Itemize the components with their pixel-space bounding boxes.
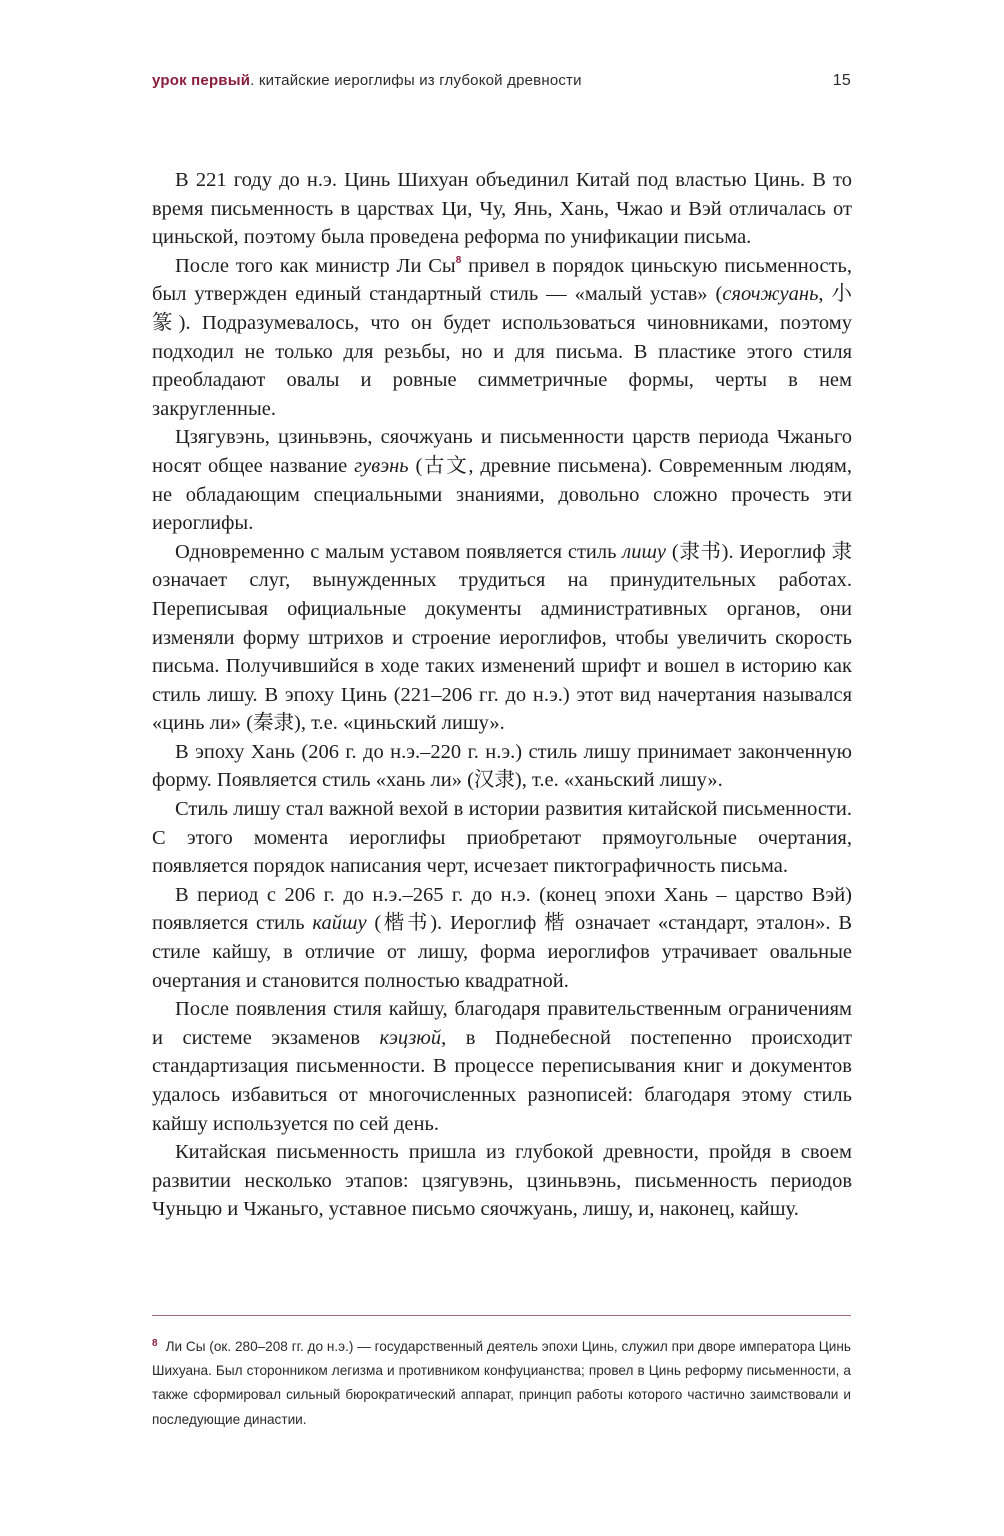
text-run: , 小篆). Подразумевалось, что он будет использоваться чиновниками, поэтому подходил не только для резьбы, но и для письма. В пластике этого стиля преобладают овалы и ровные симметричные формы, черты в нем закругленные. [152,283,853,420]
footnote-text: Ли Сы (ок. 280–208 гг. до н.э.) — государственный деятель эпохи Цинь, служил при дворе императора Цинь Шихуана. Был сторонником легизма и противником конфуцианства; провел в Цинь реформу письменности, а также сформировал сильный бюрократический аппарат, принцип работы которого частично заимствовали и последующие династии. [152,1339,851,1427]
paragraph [152,738,852,795]
running-head [152,72,851,98]
italic-term: кайшу [312,912,367,935]
paragraph [152,995,852,1138]
italic-term: сяочжуань [722,283,819,306]
text-run: (楷书). Иероглиф 楷 означает «стандарт, эталон». В стиле кайшу, в отличие от лишу, форма иероглифов утрачивает овальные очертания и становится полностью квадратной. [152,912,852,992]
paragraph [152,881,852,995]
text-run: В 221 году до н.э. Цинь Шихуан объединил Китай под властью Цинь. В то время письменность в царствах Ци, Чу, Янь, Хань, Чжао и Вэй отличалась от циньской, поэтому была проведена реформа по унификации письма. [152,169,852,249]
chapter-title: . китайские иероглифы из глубокой древности [250,72,582,89]
text-run: (古文, древние письмена). Современным людям, не обладающим специальными знаниями, довольно сложно прочесть эти иероглифы. [152,454,852,535]
paragraph [152,1138,852,1224]
text-run: После появления стиля кайшу, благодаря правительственным ограничениям и системе экзаменов [152,998,852,1049]
paragraph [152,423,852,537]
lesson-label: урок первый [152,72,251,89]
text-run: привел в порядок циньскую письменность, был утвержден единый стандартный стиль — «малый устав» ( [152,254,852,306]
text-run: В период с 206 г. до н.э.–265 г. до н.э. (конец эпохи Хань – царство Вэй) появляется стиль [152,883,852,935]
italic-term: гувэнь [354,454,409,477]
paragraph [152,252,852,424]
footnote-divider [152,1315,851,1316]
italic-term: кэцзюй [379,1026,442,1049]
paragraph [152,166,852,252]
page-number: 15 [832,72,851,89]
text-run: После того как министр Ли Сы [175,254,456,277]
text-run: Китайская письменность пришла из глубокой древности, пройдя в своем развитии несколько этапов: цзягувэнь, цзиньвэнь, письменность периодов Чуньцю и Чжаньго, уставное письмо сяочжуань, лишу, и, наконец, кайшу. [152,1141,852,1221]
main-text [152,166,852,1224]
footnote [152,1332,851,1432]
paragraph [152,795,852,881]
footnote-number: 8 [152,1338,158,1349]
text-run: Цзягувэнь, цзиньвэнь, сяочжуань и письменности царств периода Чжаньго носят общее название [152,426,852,477]
text-run: Одновременно с малым уставом появляется стиль [175,540,623,563]
paragraph [152,538,852,738]
footnote-reference: 8 [455,254,462,266]
text-run: , в Поднебесной постепенно происходит стандартизация письменности. В процессе переписывания книг и документов удалось избавиться от многочисленных разнописей: благодаря этому стиль кайшу используется по сей день. [152,1026,852,1135]
text-run: (隶书). Иероглиф 隶 означает слуг, вынужденных трудиться на принудительных работах. Переписывая официальные документы административных органов, они изменяли форму штрихов и строение иероглифов, чтобы увеличить скорость письма. Получившийся в ходе таких изменений шрифт и вошел в историю как стиль лишу. В эпоху Цинь (221–206 гг. до н.э.) этот вид начертания назывался «цинь ли» (秦隶), т.е. «циньский лишу». [152,540,852,735]
italic-term: лишу [622,540,667,563]
text-run: В эпоху Хань (206 г. до н.э.–220 г. н.э.) стиль лишу принимает законченную форму. Появляется стиль «хань ли» (汉隶), т.е. «ханьский лишу». [152,740,852,792]
text-run: Стиль лишу стал важной вехой в истории развития китайской письменности. С этого момента иероглифы приобретают прямоугольные очертания, появляется порядок написания черт, исчезает пиктографичность письма. [152,798,852,878]
